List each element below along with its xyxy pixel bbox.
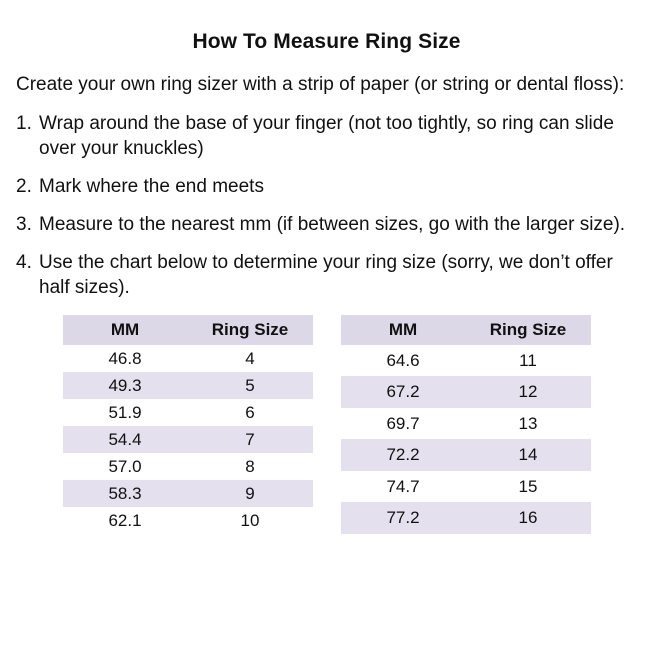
table-row	[63, 426, 313, 453]
cell-ring-size: 8	[245, 456, 255, 476]
step-text: Measure to the nearest mm (if between sizes, go with the larger size).	[39, 214, 626, 236]
table-row	[63, 507, 313, 534]
cell-mm: 67.2	[341, 376, 466, 408]
table-row	[341, 439, 591, 471]
column-header-mm: MM	[63, 315, 188, 345]
cell-ring-size: 16	[466, 502, 591, 534]
step-number: 4.	[16, 252, 32, 274]
column-header-mm: MM	[341, 315, 466, 345]
cell-mm: 51.9	[108, 402, 142, 422]
list-item	[16, 212, 637, 237]
cell-mm: 64.6	[386, 350, 420, 370]
step-number: 2.	[16, 176, 32, 198]
cell-ring-size: 10	[240, 510, 260, 530]
cell-ring-size: 11	[519, 350, 537, 370]
step-text: Use the chart below to determine your ring size (sorry, we don’t offer half sizes).	[39, 252, 613, 299]
table-row	[341, 376, 591, 408]
table-header-row	[63, 315, 313, 345]
cell-ring-size: 14	[466, 439, 591, 471]
table-row	[63, 399, 313, 426]
step-number: 3.	[16, 214, 32, 236]
cell-mm: 58.3	[63, 480, 188, 507]
list-item	[16, 111, 637, 161]
size-chart-container	[16, 315, 637, 534]
cell-mm: 69.7	[386, 413, 420, 433]
cell-mm: 62.1	[108, 510, 142, 530]
cell-mm: 54.4	[63, 426, 188, 453]
cell-ring-size: 13	[518, 413, 538, 433]
step-number: 1.	[16, 113, 32, 135]
table-row	[63, 480, 313, 507]
table-row	[341, 345, 591, 377]
cell-mm: 77.2	[341, 502, 466, 534]
table-row	[341, 408, 591, 440]
cell-mm: 74.7	[386, 476, 420, 496]
cell-ring-size: 4	[245, 348, 255, 368]
table-header-row	[341, 315, 591, 345]
cell-ring-size: 7	[188, 426, 313, 453]
list-item	[16, 174, 637, 199]
table-row	[341, 471, 591, 503]
column-header-ring-size: Ring Size	[188, 315, 313, 345]
list-item	[16, 250, 637, 300]
table-row	[63, 453, 313, 480]
cell-ring-size: 9	[188, 480, 313, 507]
size-table-left	[63, 315, 313, 534]
size-table-right	[341, 315, 591, 534]
cell-ring-size: 15	[518, 476, 538, 496]
page-title: How To Measure Ring Size	[192, 30, 461, 53]
cell-ring-size: 12	[466, 376, 591, 408]
cell-mm: 46.8	[108, 348, 142, 368]
table-row	[341, 502, 591, 534]
column-header-ring-size: Ring Size	[466, 315, 591, 345]
steps-list	[16, 111, 637, 300]
intro-paragraph: Create your own ring sizer with a strip of paper (or string or dental floss):	[16, 74, 625, 95]
cell-ring-size: 6	[245, 402, 255, 422]
cell-mm: 49.3	[63, 372, 188, 399]
cell-mm: 72.2	[341, 439, 466, 471]
cell-ring-size: 5	[188, 372, 313, 399]
step-text: Mark where the end meets	[39, 176, 264, 198]
table-row	[63, 345, 313, 372]
step-text: Wrap around the base of your finger (not too tightly, so ring can slide over your knuckles)	[39, 113, 614, 160]
cell-mm: 57.0	[108, 456, 142, 476]
table-row	[63, 372, 313, 399]
